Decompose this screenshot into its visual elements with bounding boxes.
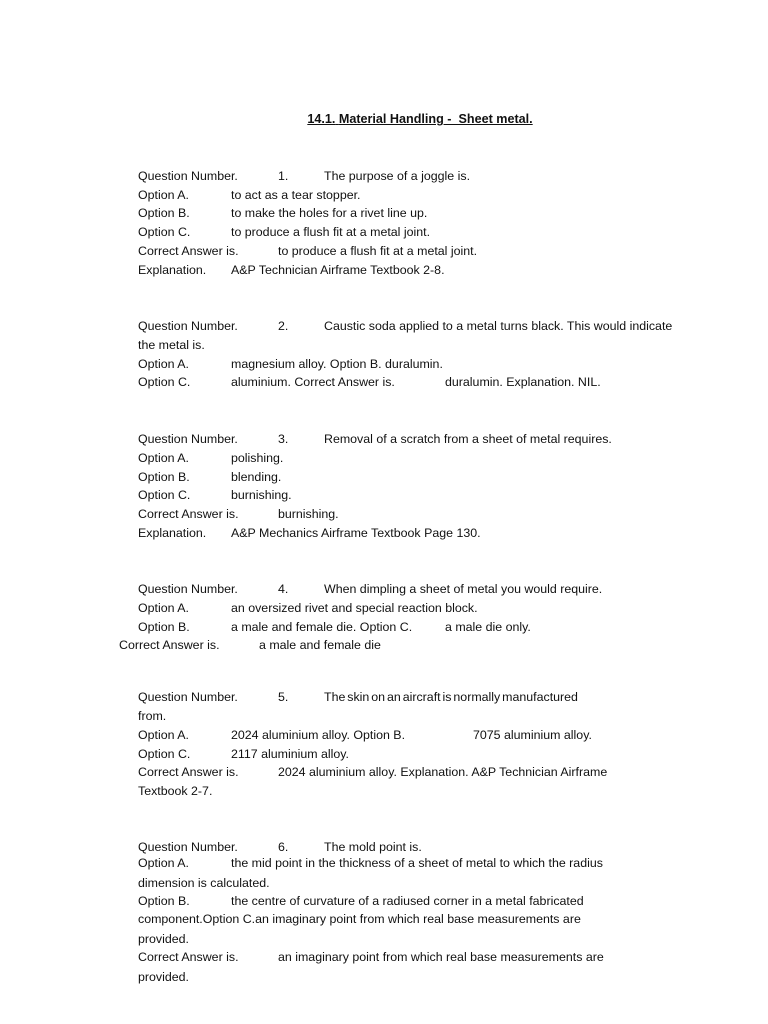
question-number: 1. [278, 169, 289, 183]
title-number: 14.1. [307, 112, 336, 126]
explanation-text: A&P Mechanics Airframe Textbook Page 130. [231, 526, 481, 540]
option-c-text: 2117 aluminium alloy. [231, 747, 350, 761]
correct-answer-label: Correct Answer is. [138, 765, 239, 779]
question-number: 3. [278, 432, 289, 446]
option-a-text: magnesium alloy. Option B. duralumin. [231, 357, 443, 371]
option-c-tail: duralumin. Explanation. NIL. [445, 375, 601, 389]
question-text: The mold point is. [324, 840, 422, 854]
correct-answer-text: burnishing. [278, 507, 339, 521]
question-number-label: Question Number. [138, 169, 238, 183]
question-text: Removal of a scratch from a sheet of metal requires. [324, 432, 612, 446]
option-a-text: to act as a tear stopper. [231, 188, 361, 202]
option-a-line-2: dimension is calculated. [138, 876, 270, 890]
question-text-line-2: the metal is. [138, 338, 205, 352]
question-number-label: Question Number. [138, 690, 238, 704]
correct-answer-text: an imaginary point from which real base measurements are [278, 950, 604, 964]
option-a-tail: 7075 aluminium alloy. [473, 728, 592, 742]
option-c-label: Option C. [138, 747, 191, 761]
question-text-line-2: from. [138, 709, 167, 723]
option-b-label: Option B. [138, 620, 190, 634]
option-a-text: the mid point in the thickness of a sheet of metal to which the radius [231, 856, 603, 870]
question-number: 2. [278, 319, 289, 333]
option-b-label: Option B. [138, 206, 190, 220]
option-a-label: Option A. [138, 357, 189, 371]
explanation-label: Explanation. [138, 263, 207, 277]
question-text: The purpose of a joggle is. [324, 169, 471, 183]
page-title [0, 112, 768, 126]
option-b-text: blending. [231, 470, 282, 484]
question-number: 4. [278, 582, 289, 596]
option-a-label: Option A. [138, 856, 189, 870]
question-number-label: Question Number. [138, 840, 238, 854]
correct-answer-text: 2024 aluminium alloy. Explanation. A&P Technician Airframe [278, 765, 608, 779]
option-c-text: burnishing. [231, 488, 292, 502]
question-number-label: Question Number. [138, 582, 238, 596]
correct-answer-line-2: provided. [138, 970, 189, 984]
option-a-text: 2024 aluminium alloy. Option B. [231, 728, 406, 742]
question-number-label: Question Number. [138, 432, 238, 446]
question-text: The skin on an aircraft is normally manufactured [324, 690, 578, 704]
option-b-line-2: component.Option C.an imaginary point from which real base measurements are [138, 912, 581, 926]
option-b-text: the centre of curvature of a radiused corner in a metal fabricated [231, 894, 584, 908]
option-b-text: a male and female die. Option C. [231, 620, 413, 634]
question-text: When dimpling a sheet of metal you would require. [324, 582, 603, 596]
correct-answer-label: Correct Answer is. [138, 950, 239, 964]
option-c-text: to produce a flush fit at a metal joint. [231, 225, 431, 239]
question-number-label: Question Number. [138, 319, 238, 333]
correct-answer-text: a male and female die [259, 638, 381, 652]
option-b-line-3: provided. [138, 932, 189, 946]
option-c-label: Option C. [138, 225, 191, 239]
option-b-label: Option B. [138, 470, 190, 484]
option-b-text: to make the holes for a rivet line up. [231, 206, 428, 220]
correct-answer-label: Correct Answer is. [138, 507, 239, 521]
question-number: 5. [278, 690, 289, 704]
option-c-label: Option C. [138, 488, 191, 502]
option-a-text: polishing. [231, 451, 284, 465]
option-b-tail: a male die only. [445, 620, 531, 634]
option-b-label: Option B. [138, 894, 190, 908]
explanation-text: A&P Technician Airframe Textbook 2-8. [231, 263, 445, 277]
option-a-text: an oversized rivet and special reaction block. [231, 601, 478, 615]
question-text: Caustic soda applied to a metal turns black. This would indicate [324, 319, 673, 333]
option-a-label: Option A. [138, 601, 189, 615]
option-a-label: Option A. [138, 451, 189, 465]
question-number: 6. [278, 840, 289, 854]
option-c-label: Option C. [138, 375, 191, 389]
option-c-text: aluminium. Correct Answer is. [231, 375, 395, 389]
title-text: Material Handling - Sheet metal. [338, 112, 533, 126]
option-a-label: Option A. [138, 188, 189, 202]
correct-answer-line-2: Textbook 2-7. [138, 784, 213, 798]
correct-answer-text: to produce a flush fit at a metal joint. [278, 244, 478, 258]
option-a-label: Option A. [138, 728, 189, 742]
explanation-label: Explanation. [138, 526, 207, 540]
correct-answer-label: Correct Answer is. [119, 638, 220, 652]
correct-answer-label: Correct Answer is. [138, 244, 239, 258]
